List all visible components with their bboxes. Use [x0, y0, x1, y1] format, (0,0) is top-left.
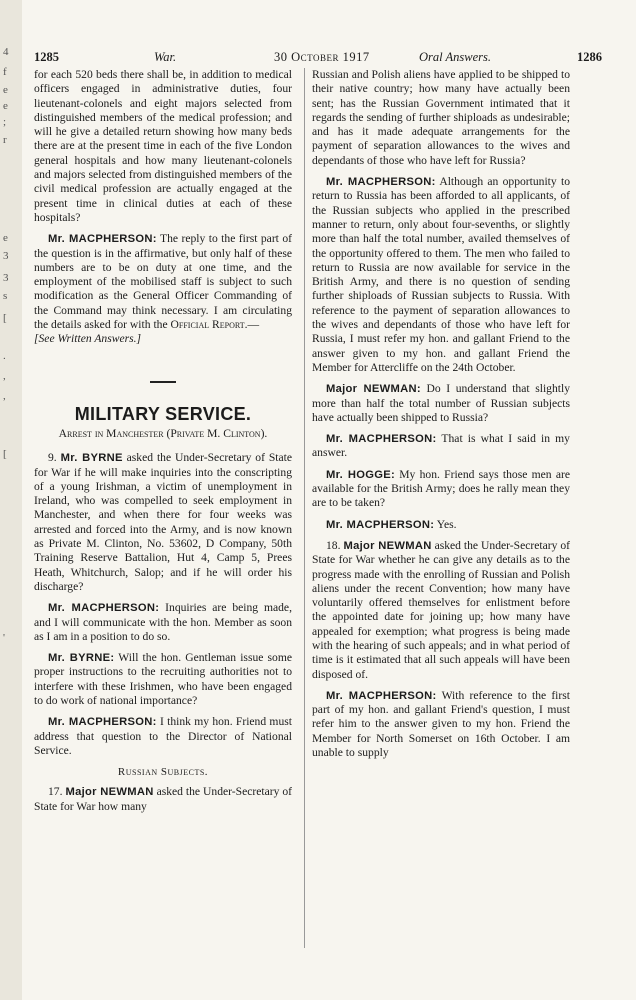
speaker-name: Major NEWMAN — [65, 786, 154, 799]
answer-text: Although an opportunity to return to Russia has been afforded to all applicants, of the Russian subjects who applied in the prescribed manner to return, only about four-sevenths, or slightly more than half the total number, availed themselves of the opportunity offered to them. The men who failed to return to Russia are now available for service in the British Army, and there is no question of sending further shiploads of Russian subjects to Russia. With reference to the payment of separation allowances to the wives and dependants of those who have left for Russia, I must refer my hon. and gallant Friend to the answer given to my hon. and gallant Friend the Member for Attercliffe on the 24th October. — [312, 175, 570, 374]
header-category: Oral Answers. — [419, 50, 492, 64]
answer-macpherson-3 — [34, 715, 292, 758]
answer-macpherson-1 — [34, 232, 292, 346]
answer-text: Inquiries are being made, and I will communicate with the hon. Member as soon as I am in a position to do so. — [34, 601, 292, 643]
question-text: Do I understand that slightly more than half the total number of Russian subjects have actually been shipped to Russia? — [312, 382, 570, 424]
supplementary-hogge — [312, 468, 570, 511]
answer-text: The reply to the first part of the question is in the affirmative, but only half of these numbers are to be on duty at one time, and the employment of the mobilised staff is subject to such modification as the General Officer Commanding of the Command may think necessary. I am circulating the details asked for with the — [34, 232, 292, 332]
question-number: 18. — [326, 538, 341, 552]
column-divider — [304, 68, 305, 948]
edge-mark: ; — [3, 116, 7, 128]
page-number-left: 1285 — [34, 50, 59, 64]
question-18 — [312, 539, 570, 682]
edge-mark: r — [3, 134, 7, 146]
header-section: War. — [154, 50, 177, 64]
answer-macpherson-4 — [312, 175, 570, 375]
edge-mark: e — [3, 100, 8, 112]
edge-mark: 3 — [3, 272, 9, 284]
speaker-name: Mr. BYRNE — [60, 452, 123, 465]
edge-mark: e — [3, 84, 8, 96]
edge-mark: s — [3, 290, 8, 302]
right-column — [312, 68, 570, 767]
subsection-title: Russian Subjects. — [117, 766, 209, 779]
section-divider — [150, 381, 176, 383]
edge-mark: 3 — [3, 250, 9, 262]
speaker-name: Mr. MACPHERSON: — [326, 433, 437, 446]
speaker-name: Mr. MACPHERSON: — [48, 233, 157, 246]
speaker-name: Mr. BYRNE: — [48, 652, 115, 665]
question-text: asked the Under-Secretary of State for War if he will make inquiries into the conscripting of a young Irishman, a victim of unemployment in Ireland, who was compelled to seek employment in Manchester, and when there for four weeks was arrested and forced into the Army, and is now known as Private M. Clinton, No. 53602, D Company, 50th Training Reserve Battalion, Hut 4, Camp 5, Prees Heath, Whitchurch, Salop; and if he will order his discharge? — [34, 451, 293, 593]
page-binding-edge — [0, 0, 22, 1000]
answer-macpherson-2 — [34, 601, 292, 644]
answer-text: I think my hon. Friend must address that question to the Director of National Service. — [34, 715, 292, 757]
dash: .— — [244, 318, 260, 332]
official-report-ref: Official Report — [170, 318, 245, 332]
edge-mark: , — [3, 370, 6, 382]
edge-mark: f — [3, 66, 7, 78]
question-9 — [34, 451, 292, 594]
speaker-name: Mr. MACPHERSON: — [48, 716, 157, 729]
edge-mark: e — [3, 232, 8, 244]
answer-macpherson-7 — [312, 689, 570, 760]
answer-text: Yes. — [434, 517, 457, 531]
answer-text: With reference to the first part of my hon. and gallant Friend's question, I must refer him to the answer given to my hon. Friend the Member for North Somerset on 16th October. I am unable to supply — [312, 688, 570, 760]
edge-mark: . — [3, 350, 6, 362]
answer-macpherson-6 — [312, 518, 570, 532]
edge-mark: 4 — [3, 46, 9, 58]
answer-text: That is what I said in my answer. — [312, 432, 570, 460]
speaker-name: Major NEWMAN: — [326, 383, 421, 396]
edge-mark: , — [3, 390, 6, 402]
paragraph-continued-question: Russian and Polish aliens have applied to be shipped to their native country; how many have actually been sent; has the Russian Government intimated that it regards the sending of further shiploads as undesirable; and has it made adequate arrangements for the payment of separation allowances to the wives and dependants of those who have left for Russia? — [312, 68, 570, 167]
answer-macpherson-5 — [312, 432, 570, 461]
page-header — [34, 50, 602, 68]
question-text: asked the Under-Secretary of State for War how many — [34, 785, 292, 813]
paragraph-continued-question: for each 520 beds there shall be, in addition to medical officers engaged in administrative duties, four lieutenant-colonels and eight majors selected from distinguished members of the medical profession; and will he give a detailed return showing how many beds there are at the present time in each of the five London general hospitals and how many lieutenant-colonels and majors selected from distinguished members of the civil medical profession are actually engaged at the present time in clinical duties at each of these hospitals? — [34, 68, 292, 224]
question-text: My hon. Friend says those men are available for the British Army; does he rally mean they are to be taken? — [312, 467, 570, 510]
speaker-name: Mr. HOGGE: — [326, 468, 395, 481]
section-title: MILITARY SERVICE. — [74, 403, 252, 424]
speaker-name: Mr. MACPHERSON: — [326, 518, 435, 531]
left-column — [34, 68, 292, 821]
supplementary-newman — [312, 382, 570, 425]
question-text: Will the hon. Gentleman issue some proper instructions to the recruiting authorities not to interfere with these Irishmen, who have been engaged to do work of national importance? — [34, 651, 292, 707]
question-number: 9. — [48, 451, 57, 465]
edge-mark: [ — [3, 312, 7, 324]
page-number-right: 1286 — [577, 50, 602, 64]
speaker-name: Mr. MACPHERSON: — [326, 689, 437, 702]
subsection-title: Arrest in Manchester (Private M. Clinton). — [58, 426, 268, 440]
question-text: asked the Under-Secretary of State for War whether he can give any details as to the progress made with the enrolling of Russian and Polish aliens under the recent Convention; how many have voluntarily offered themselves for enlistment before the appointed date for joining up; how many have appealed for exemption; what progress is being made with the hearing of such appeals; and in what period of time is it estimated that all such appeals will have been disposed of. — [312, 538, 570, 681]
speaker-name: Mr. MACPHERSON: — [326, 176, 436, 189]
header-date: 30 October 1917 — [274, 50, 370, 64]
question-17 — [34, 785, 292, 814]
edge-mark: [ — [3, 448, 7, 460]
edge-mark: ' — [3, 632, 5, 644]
question-number: 17. — [48, 785, 63, 799]
written-answers-ref: [See Written Answers.] — [34, 332, 142, 346]
speaker-name: Major NEWMAN — [343, 539, 432, 552]
speaker-name: Mr. MACPHERSON: — [48, 602, 160, 615]
supplementary-byrne — [34, 651, 292, 708]
